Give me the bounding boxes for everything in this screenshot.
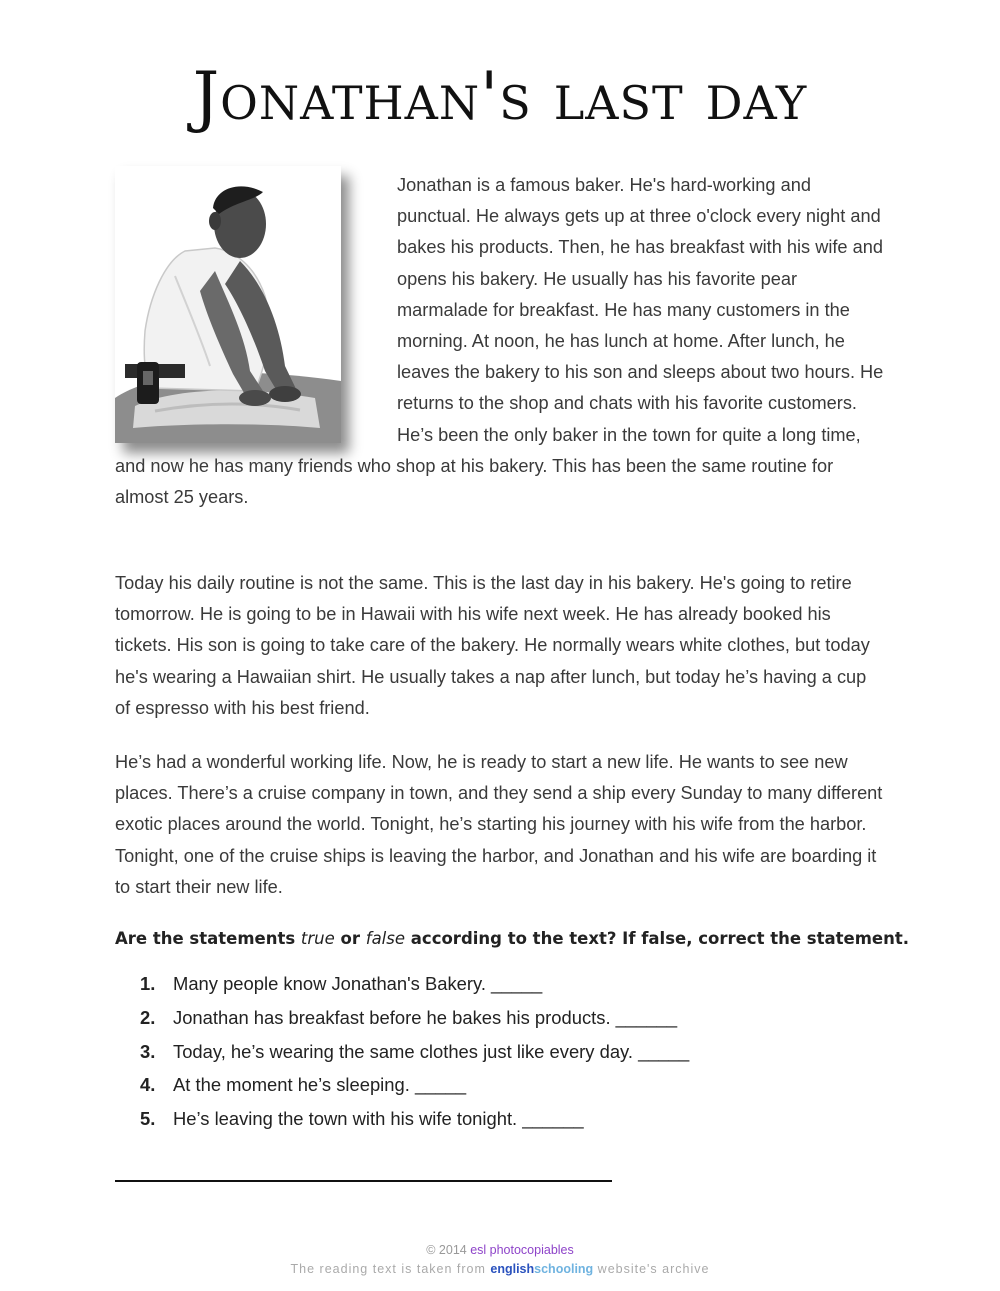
true-word: true [300, 929, 335, 948]
false-word: false [365, 929, 406, 948]
statement-item: 2. Jonathan has breakfast before he bakes his products. ______ [140, 1006, 678, 1028]
statement-list [140, 973, 689, 1142]
intro-paragraph [115, 170, 885, 513]
instructions: Are the statements true or false according to the text? If false, correct the statement. [115, 929, 909, 948]
source-footer: The reading text is taken from englishschooling website's archive [290, 1262, 710, 1276]
new-life-paragraph: He’s had a wonderful working life. Now, he is ready to start a new life. He wants to see new places. There’s a cruise company in town, and they send a ship every Sunday to many different exotic places around the world. Tonight, he’s starting his journey with his wife from the harbor. Tonight, one of the cruise ships is leaving the harbor, and Jonathan and his wife are boarding it to start their new life. [115, 752, 883, 897]
intro-paragraph-text: Jonathan is a famous baker. He's hard-working and punctual. He always gets up at three o'clock every night and bakes his products. Then, he has breakfast with his wife and opens his bakery. He usually has his favorite pear marmalade for breakfast. He has many customers in the morning. At noon, he has lunch at home. After lunch, he leaves the bakery to his son and sleeps about two hours. He returns to the shop and chats with his favorite customers. He’s been the only baker in the town for quite a long time, and now he has many friends who shop at his bakery. This has been the same routine for almost 25 years. [115, 175, 884, 508]
statement-item: 5. He’s leaving the town with his wife tonight. ______ [140, 1108, 584, 1130]
answer-line[interactable] [115, 1180, 612, 1182]
brand-link[interactable]: esl photocopiables [470, 1243, 574, 1257]
copyright-footer: © 2014 esl photocopiables [426, 1243, 574, 1257]
statement-item: 4. At the moment he’s sleeping. _____ [140, 1074, 467, 1096]
statement-item: 1. Many people know Jonathan's Bakery. _____ [140, 973, 543, 994]
today-paragraph: Today his daily routine is not the same. This is the last day in his bakery. He's going to retire tomorrow. He is going to be in Hawaii with his wife next week. He has already booked his tickets. His son is going to take care of the bakery. He normally wears white clothes, but today he's wearing a Hawaiian shirt. He usually takes a nap after lunch, but today he’s having a cup of espresso with his best friend. [115, 573, 870, 718]
statement-item: 3. Today, he’s wearing the same clothes just like every day. _____ [140, 1040, 690, 1062]
page-title: Jonathan's last day [192, 58, 808, 135]
